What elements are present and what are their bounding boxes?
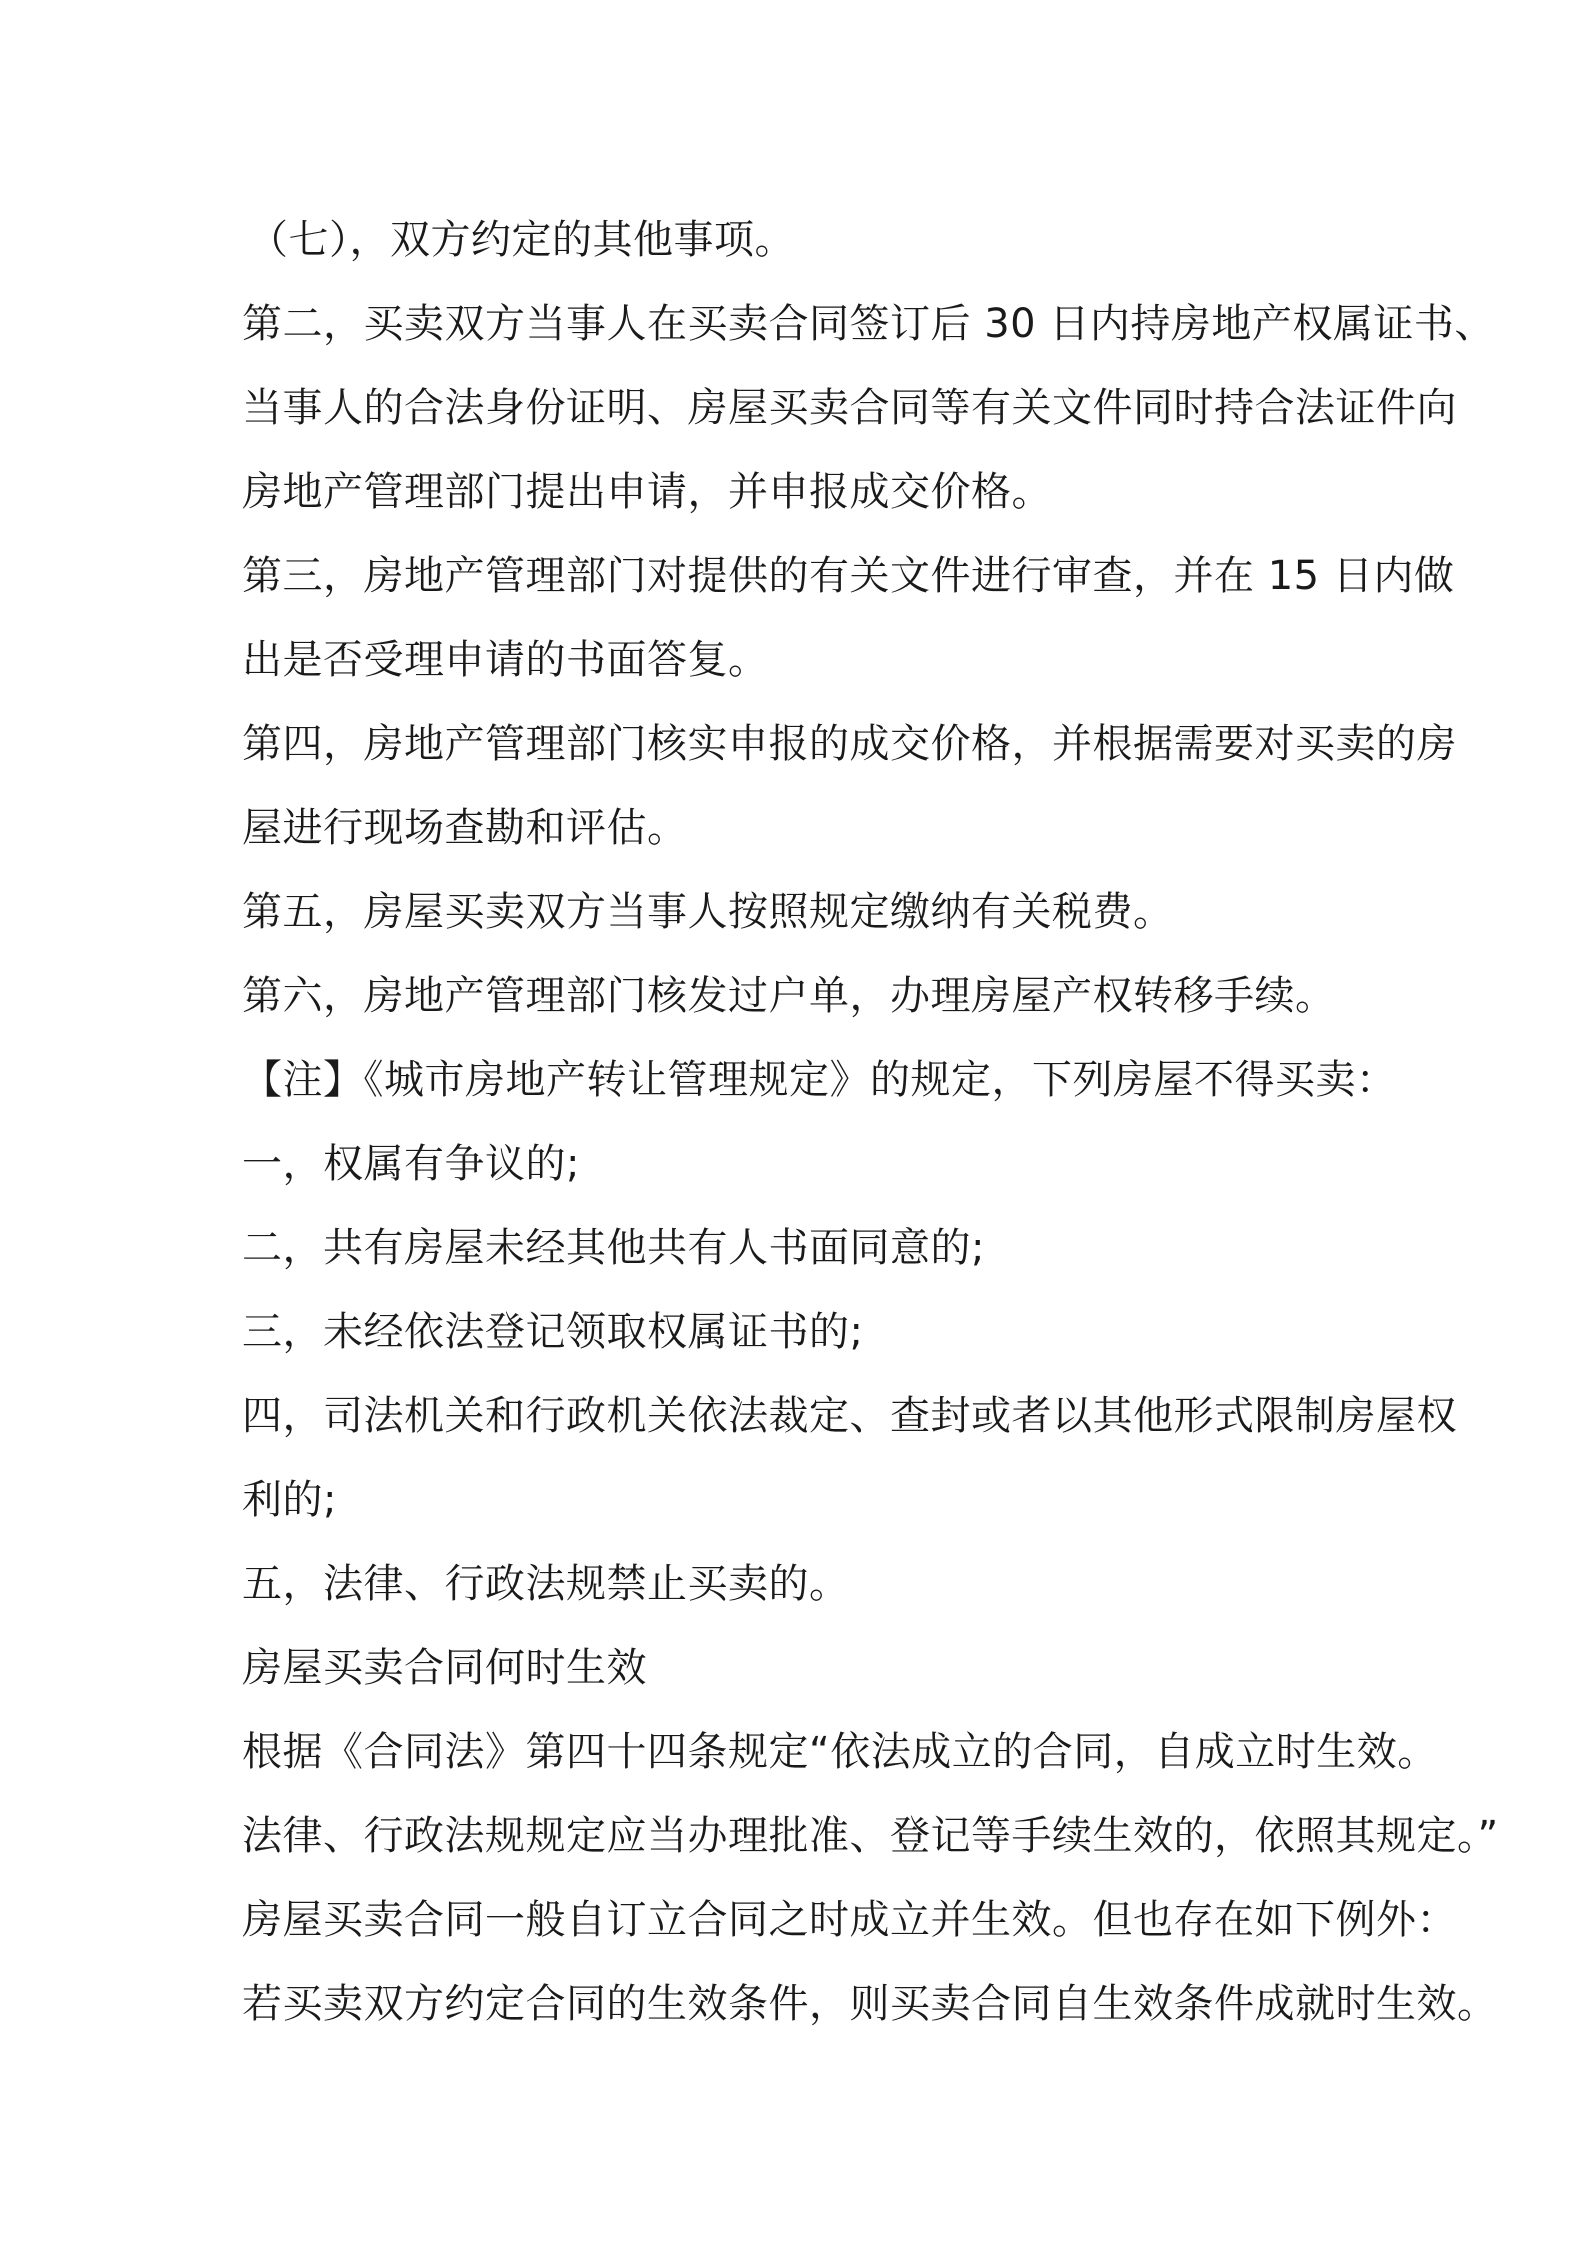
text-line-step-4-part-2: 屋进行现场查勘和评估。 <box>242 805 688 851</box>
text-line-step-3-part-1: 第三，房地产管理部门对提供的有关文件进行审查，并在 15 日内做 <box>242 553 1455 599</box>
text-line-note: 【注】《城市房地产转让管理规定》的规定，下列房屋不得买卖： <box>242 1057 1397 1103</box>
text-line-effective-1: 根据《合同法》第四十四条规定“依法成立的合同，自成立时生效。 <box>242 1729 1438 1775</box>
text-line-effective-3: 房屋买卖合同一般自订立合同之时成立并生效。但也存在如下例外： <box>242 1897 1457 1943</box>
text-line-step-4-part-1: 第四，房地产管理部门核实申报的成交价格，并根据需要对买卖的房 <box>242 721 1457 767</box>
text-line-step-5: 第五，房屋买卖双方当事人按照规定缴纳有关税费。 <box>242 889 1174 935</box>
text-line-restriction-3: 三，未经依法登记领取权属证书的; <box>242 1309 864 1355</box>
text-line-step-2-part-2: 当事人的合法身份证明、房屋买卖合同等有关文件同时持合法证件向 <box>242 385 1457 431</box>
document-page <box>242 198 1499 2046</box>
text-line-step-2-part-1: 第二，买卖双方当事人在买卖合同签订后 30 日内持房地产权属证书、 <box>242 301 1495 347</box>
text-line-effective-2: 法律、行政法规规定应当办理批准、登记等手续生效的，依照其规定。” <box>242 1813 1499 1859</box>
text-line-restriction-2: 二，共有房屋未经其他共有人书面同意的; <box>242 1225 985 1271</box>
text-line-effective-4: 若买卖双方约定合同的生效条件，则买卖合同自生效条件成就时生效。 <box>242 1981 1498 2027</box>
text-line-restriction-4-part-1: 四，司法机关和行政机关依法裁定、查封或者以其他形式限制房屋权 <box>242 1393 1457 1439</box>
text-line-restriction-1: 一，权属有争议的; <box>242 1141 580 1187</box>
section-heading: 房屋买卖合同何时生效 <box>242 1645 647 1691</box>
text-line-restriction-4-part-2: 利的; <box>242 1477 337 1523</box>
text-line-step-6: 第六，房地产管理部门核发过户单，办理房屋产权转移手续。 <box>242 973 1336 1019</box>
text-line-step-2-part-3: 房地产管理部门提出申请，并申报成交价格。 <box>242 469 1052 515</box>
text-line-item-7: （七），双方约定的其他事项。 <box>248 217 795 263</box>
text-line-step-3-part-2: 出是否受理申请的书面答复。 <box>242 637 769 683</box>
text-line-restriction-5: 五，法律、行政法规禁止买卖的。 <box>242 1561 850 1607</box>
